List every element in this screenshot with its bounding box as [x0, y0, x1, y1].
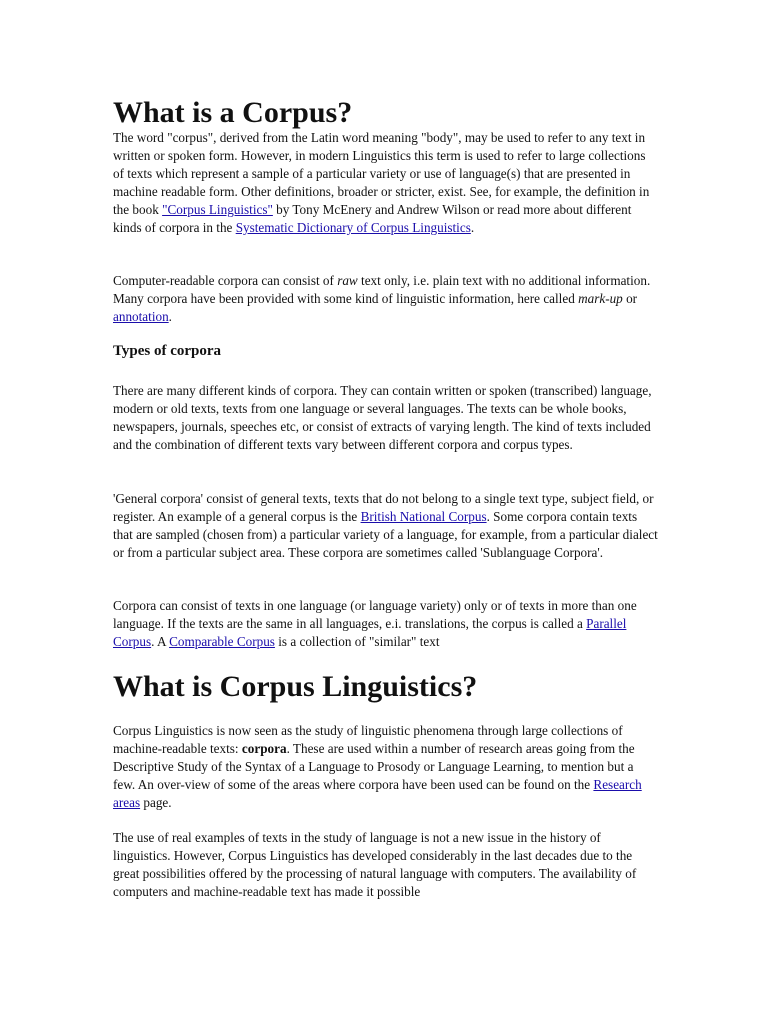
- text-raw: raw: [337, 273, 358, 288]
- text-run: 'General corpora' consist of general texts, texts that do not belong to a single text type, subject field, or register. An example of a general corpus is the: [113, 491, 654, 524]
- text-run: Corpora can consist of texts in one language (or language variety) only or of texts in more than one language. If the texts are the same in all languages, e.i. translations, the corpus is called a: [113, 598, 637, 631]
- text-run: Corpus Linguistics is now seen as the study of linguistic phenomena through large collections of machine-readable texts:: [113, 723, 623, 756]
- text-run: . These are used within a number of research areas going from the Descriptive Study of the Syntax of a Language to Prosody or Language Learning, to mention but a few. An over-view of some of the areas where corpora have been used can be found on the: [113, 741, 635, 792]
- text-run: Computer-readable corpora can consist of: [113, 273, 338, 288]
- heading-types-of-corpora: Types of corpora: [113, 343, 222, 359]
- paragraph-computer-readable: [113, 272, 658, 326]
- text-run: text only, i.e. plain text with no additional information. Many corpora have been provided with some kind of linguistic information, here called: [113, 273, 651, 306]
- text-run: The word "corpus", derived from the Latin word meaning "body", may be used to refer to any text in written or spoken form. However, in modern Linguistics this term is used to refer to large collections of texts which represent a sample of a particular variety or use of language(s) that are presented in machine readable form. Other definitions, broader or stricter, exist. See, for example, the definition in the book: [113, 130, 650, 217]
- text-run: by Tony McEnery and Andrew Wilson or read more about different kinds of corpora in the: [113, 202, 632, 235]
- link-comparable-corpus[interactable]: Comparable Corpus: [169, 634, 275, 649]
- paragraph-corpus-linguistics-definition: [113, 722, 658, 812]
- text-run: . Some corpora contain texts that are sampled (chosen from) a particular variety of a language, for example, from a particular dialect or from a particular subject area. These corpora are sometimes called 'Sublanguage Corpora'.: [113, 509, 658, 560]
- heading-what-is-a-corpus: What is a Corpus?: [113, 96, 353, 129]
- link-systematic-dictionary[interactable]: Systematic Dictionary of Corpus Linguistics: [235, 220, 471, 235]
- text-corpora: corpora: [241, 741, 287, 756]
- text-run: . A: [151, 634, 170, 649]
- paragraph-history-of-linguistics: The use of real examples of texts in the study of language is not a new issue in the history of linguistics. However, Corpus Linguistics has developed considerably in the last decades due to the great possibilities offered by the processing of natural language with computers. The availability of computers and machine-readable text has made it possible: [113, 830, 637, 899]
- text-run: .: [470, 220, 475, 235]
- link-annotation[interactable]: annotation: [113, 309, 169, 324]
- link-british-national-corpus[interactable]: British National Corpus: [360, 509, 487, 524]
- paragraph-general-corpora: [113, 490, 658, 562]
- link-corpus-linguistics[interactable]: "Corpus Linguistics": [162, 202, 273, 217]
- link-parallel-corpus[interactable]: Parallel Corpus: [113, 616, 627, 649]
- text-run: page.: [140, 795, 172, 810]
- paragraph-parallel-corpora: [113, 597, 658, 651]
- text-run: is a collection of "similar" text: [274, 634, 440, 649]
- paragraph-corpus-definition: [113, 129, 658, 237]
- heading-what-is-corpus-linguistics: What is Corpus Linguistics?: [113, 670, 478, 703]
- text-run: .: [168, 309, 172, 324]
- link-research-areas[interactable]: Research areas: [113, 777, 642, 810]
- text-run: or: [622, 291, 638, 306]
- text-markup: mark-up: [578, 291, 623, 306]
- paragraph-kinds-of-corpora: There are many different kinds of corpora. They can contain written or spoken (transcribed) language, modern or old texts, texts from one language or several languages. The texts can be whole books, newspapers, journals, speeches etc, or consist of extracts of varying length. The kind of texts included and the combination of different texts vary between different corpora and corpus types.: [113, 383, 652, 452]
